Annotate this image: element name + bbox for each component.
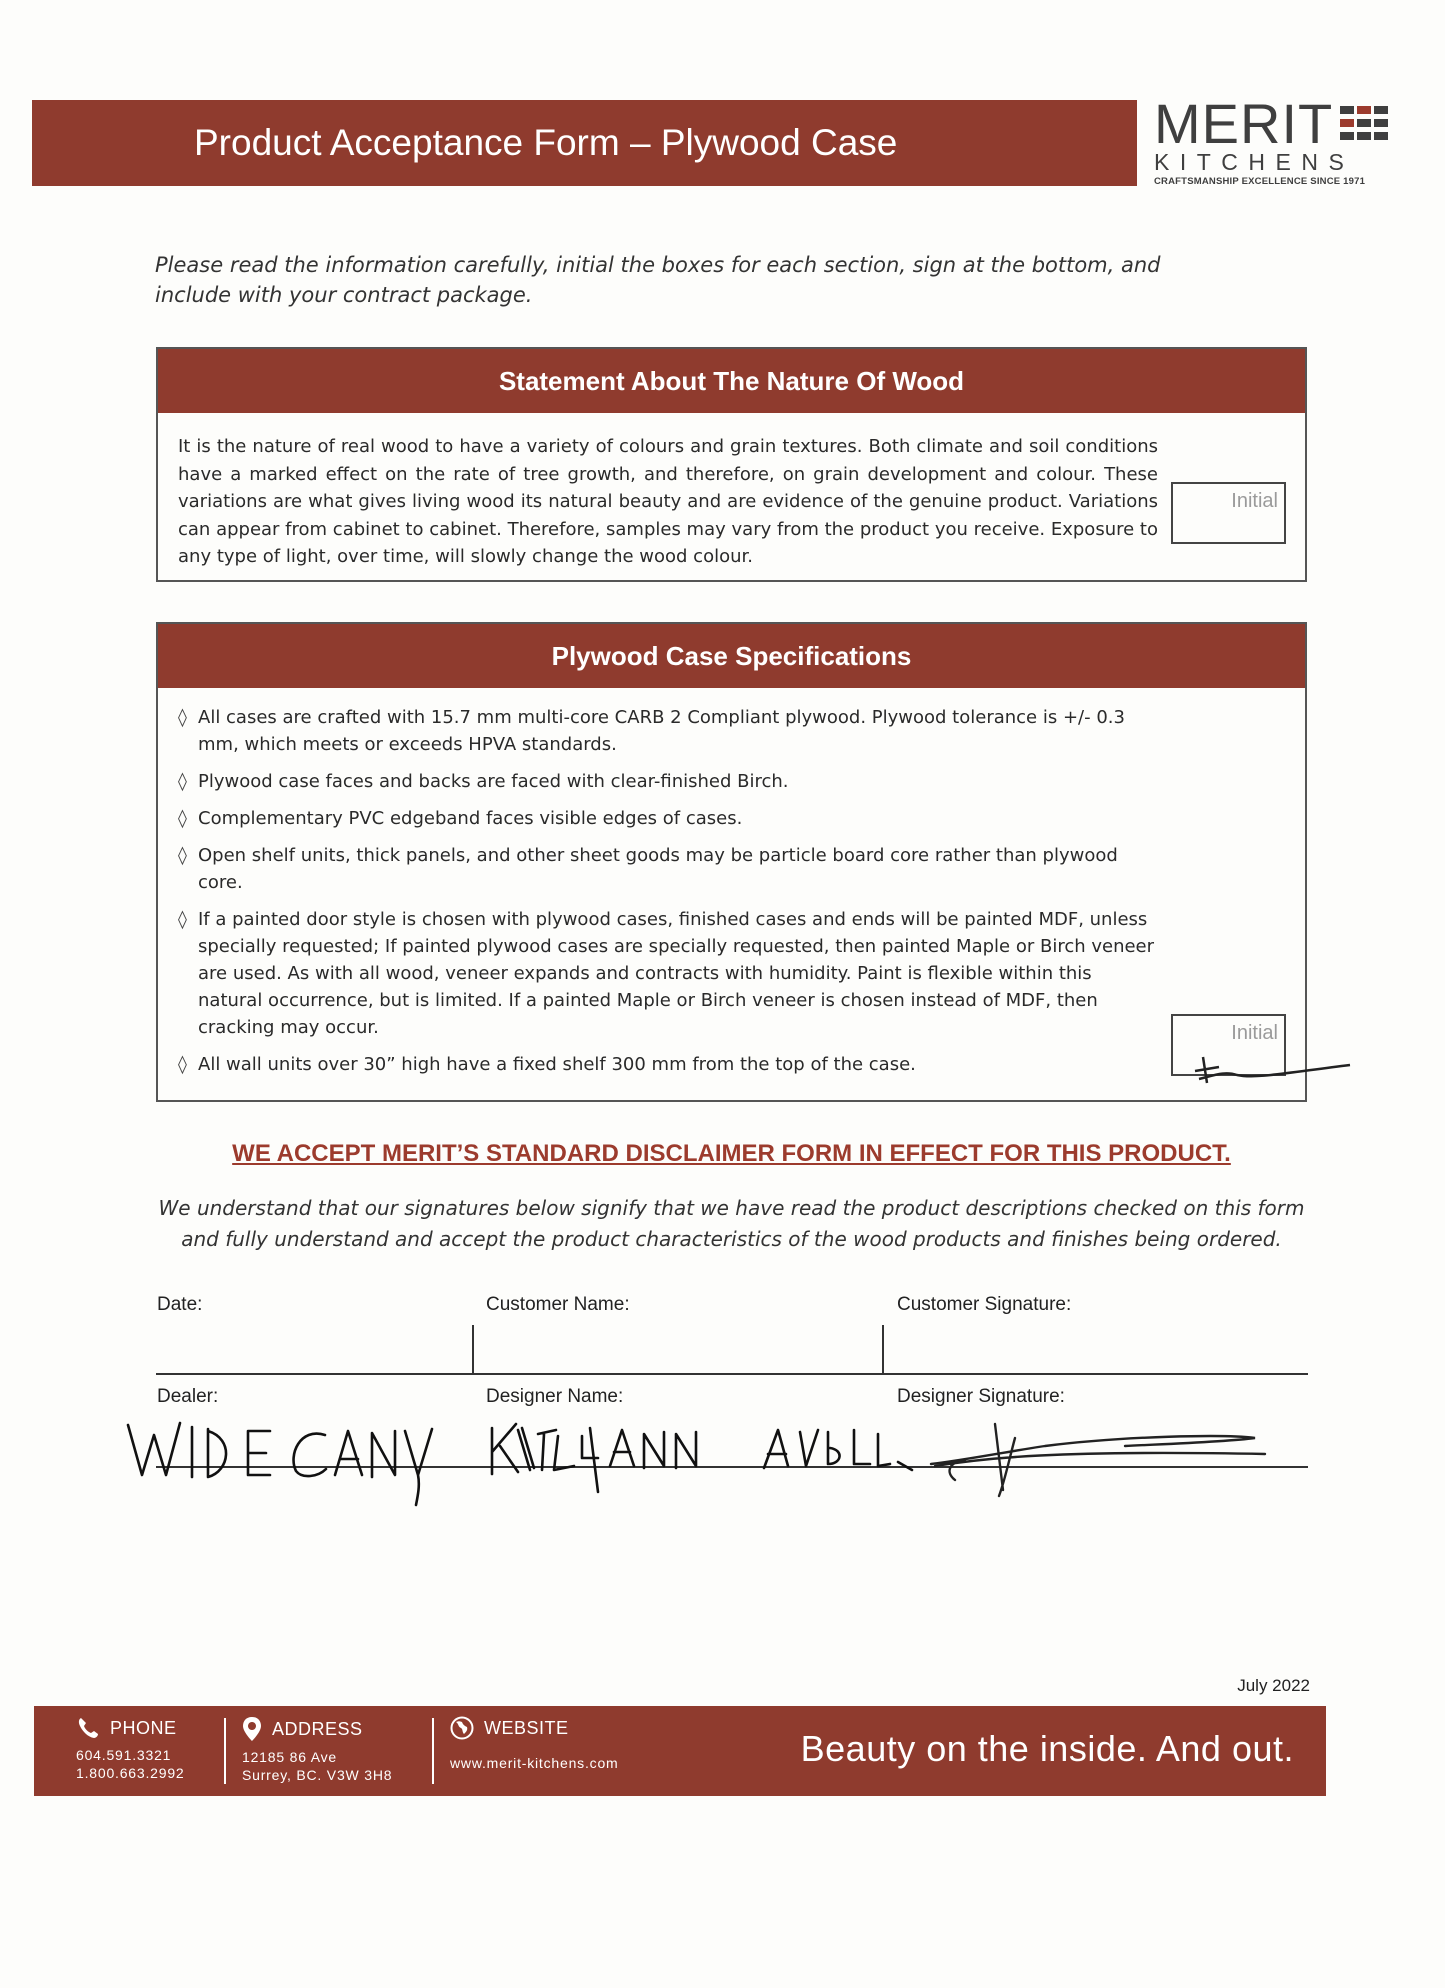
intro-instructions: Please read the information carefully, initial the boxes for each section, sign at the bottom, and include with your contract package. — [155, 253, 1161, 307]
nature-of-wood-text: It is the nature of real wood to have a variety of colours and grain textures. Both climate and soil conditions have a marked effect on the rate of tree growth, and therefore, on grain development and colour. These variations are what gives living wood its natural beauty and are evidence of the genuine product. Variations can appear from cabinet to cabinet. Therefore, samples may vary from the product you receive. Exposure to any type of light, over time, will slowly change the wood colour. — [178, 436, 1158, 567]
footer-phone: PHONE 604.591.3321 1.800.663.2992 — [76, 1717, 185, 1781]
dealer-label: Dealer: — [157, 1386, 219, 1407]
dealer-handwriting — [120, 1405, 450, 1515]
list-item: ◊ Plywood case faces and backs are faced with clear-finished Birch. — [178, 768, 1158, 795]
spec-list — [178, 704, 1158, 1088]
field-divider — [472, 1325, 474, 1373]
footer-address: ADDRESS 12185 86 Ave Surrey, BC. V3W 3H8 — [242, 1716, 392, 1784]
logo-wordmark: MERIT — [1154, 92, 1334, 155]
designer-handwriting — [482, 1400, 912, 1510]
diamond-bullet-icon: ◊ — [178, 1054, 187, 1075]
form-date: July 2022 — [1237, 1676, 1310, 1695]
designer-signature-mark — [925, 1420, 1345, 1500]
acceptance-statement: We understand that our signatures below signify that we have read the product descriptions checked on this form and fully understand and accept the product characteristics of the wood products and finishes being ordered. — [158, 1196, 1305, 1251]
customer-name-label: Customer Name: — [486, 1294, 630, 1315]
list-item: ◊ If a painted door style is chosen with plywood cases, finished cases and ends will be painted MDF, unless specially requested; If painted plywood cases are specially requested, then painted Maple or Birch veneer are used. As with all wood, veneer expands and contracts with humidity. Paint is flexible within this natural occurrence, but is limited. If a painted Maple or Birch veneer is chosen instead of MDF, then cracking may occur. — [178, 906, 1158, 1041]
section-title: Statement About The Nature Of Wood — [158, 349, 1305, 413]
footer-slogan: Beauty on the inside. And out. — [800, 1728, 1294, 1769]
location-pin-icon — [242, 1716, 262, 1742]
footer-divider — [224, 1718, 226, 1784]
disclaimer-statement: WE ACCEPT MERIT’S STANDARD DISCLAIMER FORM IN EFFECT FOR THIS PRODUCT. — [232, 1140, 1231, 1167]
diamond-bullet-icon: ◊ — [178, 909, 187, 930]
diamond-bullet-icon: ◊ — [178, 707, 187, 728]
footer-divider — [432, 1718, 434, 1784]
merit-kitchens-logo — [1150, 92, 1400, 191]
initial-label: Initial — [1231, 1022, 1278, 1044]
form-title: Product Acceptance Form – Plywood Case — [194, 122, 898, 163]
initial-label: Initial — [1231, 490, 1278, 512]
phone-icon — [76, 1716, 100, 1740]
initial-box-wood[interactable] — [1171, 482, 1286, 544]
section-title: Plywood Case Specifications — [158, 624, 1305, 688]
diamond-bullet-icon: ◊ — [178, 808, 187, 829]
logo-subtitle: KITCHENS — [1154, 149, 1355, 175]
initials-mark — [1185, 1045, 1355, 1090]
diamond-bullet-icon: ◊ — [178, 771, 187, 792]
list-item: ◊ All cases are crafted with 15.7 mm multi-core CARB 2 Compliant plywood. Plywood tolerance is +/- 0.3 mm, which meets or exceeds HPVA standards. — [178, 704, 1158, 758]
form-title-bar — [32, 100, 1137, 186]
signature-line-row1[interactable] — [156, 1373, 1308, 1375]
footer-bar — [34, 1706, 1326, 1796]
list-item: ◊ All wall units over 30” high have a fixed shelf 300 mm from the top of the case. — [178, 1051, 1158, 1078]
designer-signature-label: Designer Signature: — [897, 1386, 1065, 1407]
customer-signature-label: Customer Signature: — [897, 1294, 1072, 1315]
date-label: Date: — [157, 1294, 203, 1315]
plywood-specs-section — [156, 622, 1307, 1102]
footer-website: WEBSITE www.merit-kitchens.com — [450, 1717, 619, 1771]
nature-of-wood-section — [156, 347, 1307, 582]
diamond-bullet-icon: ◊ — [178, 845, 187, 866]
field-divider — [882, 1325, 884, 1373]
logo-grid-icon — [1340, 102, 1388, 146]
website-link[interactable]: www.merit-kitchens.com — [450, 1755, 619, 1771]
designer-name-label: Designer Name: — [486, 1386, 624, 1407]
logo-tagline: CRAFTSMANSHIP EXCELLENCE SINCE 1971 — [1154, 176, 1366, 187]
list-item: ◊ Complementary PVC edgeband faces visible edges of cases. — [178, 805, 1158, 832]
globe-icon — [450, 1716, 474, 1740]
list-item: ◊ Open shelf units, thick panels, and other sheet goods may be particle board core rather than plywood core. — [178, 842, 1158, 896]
